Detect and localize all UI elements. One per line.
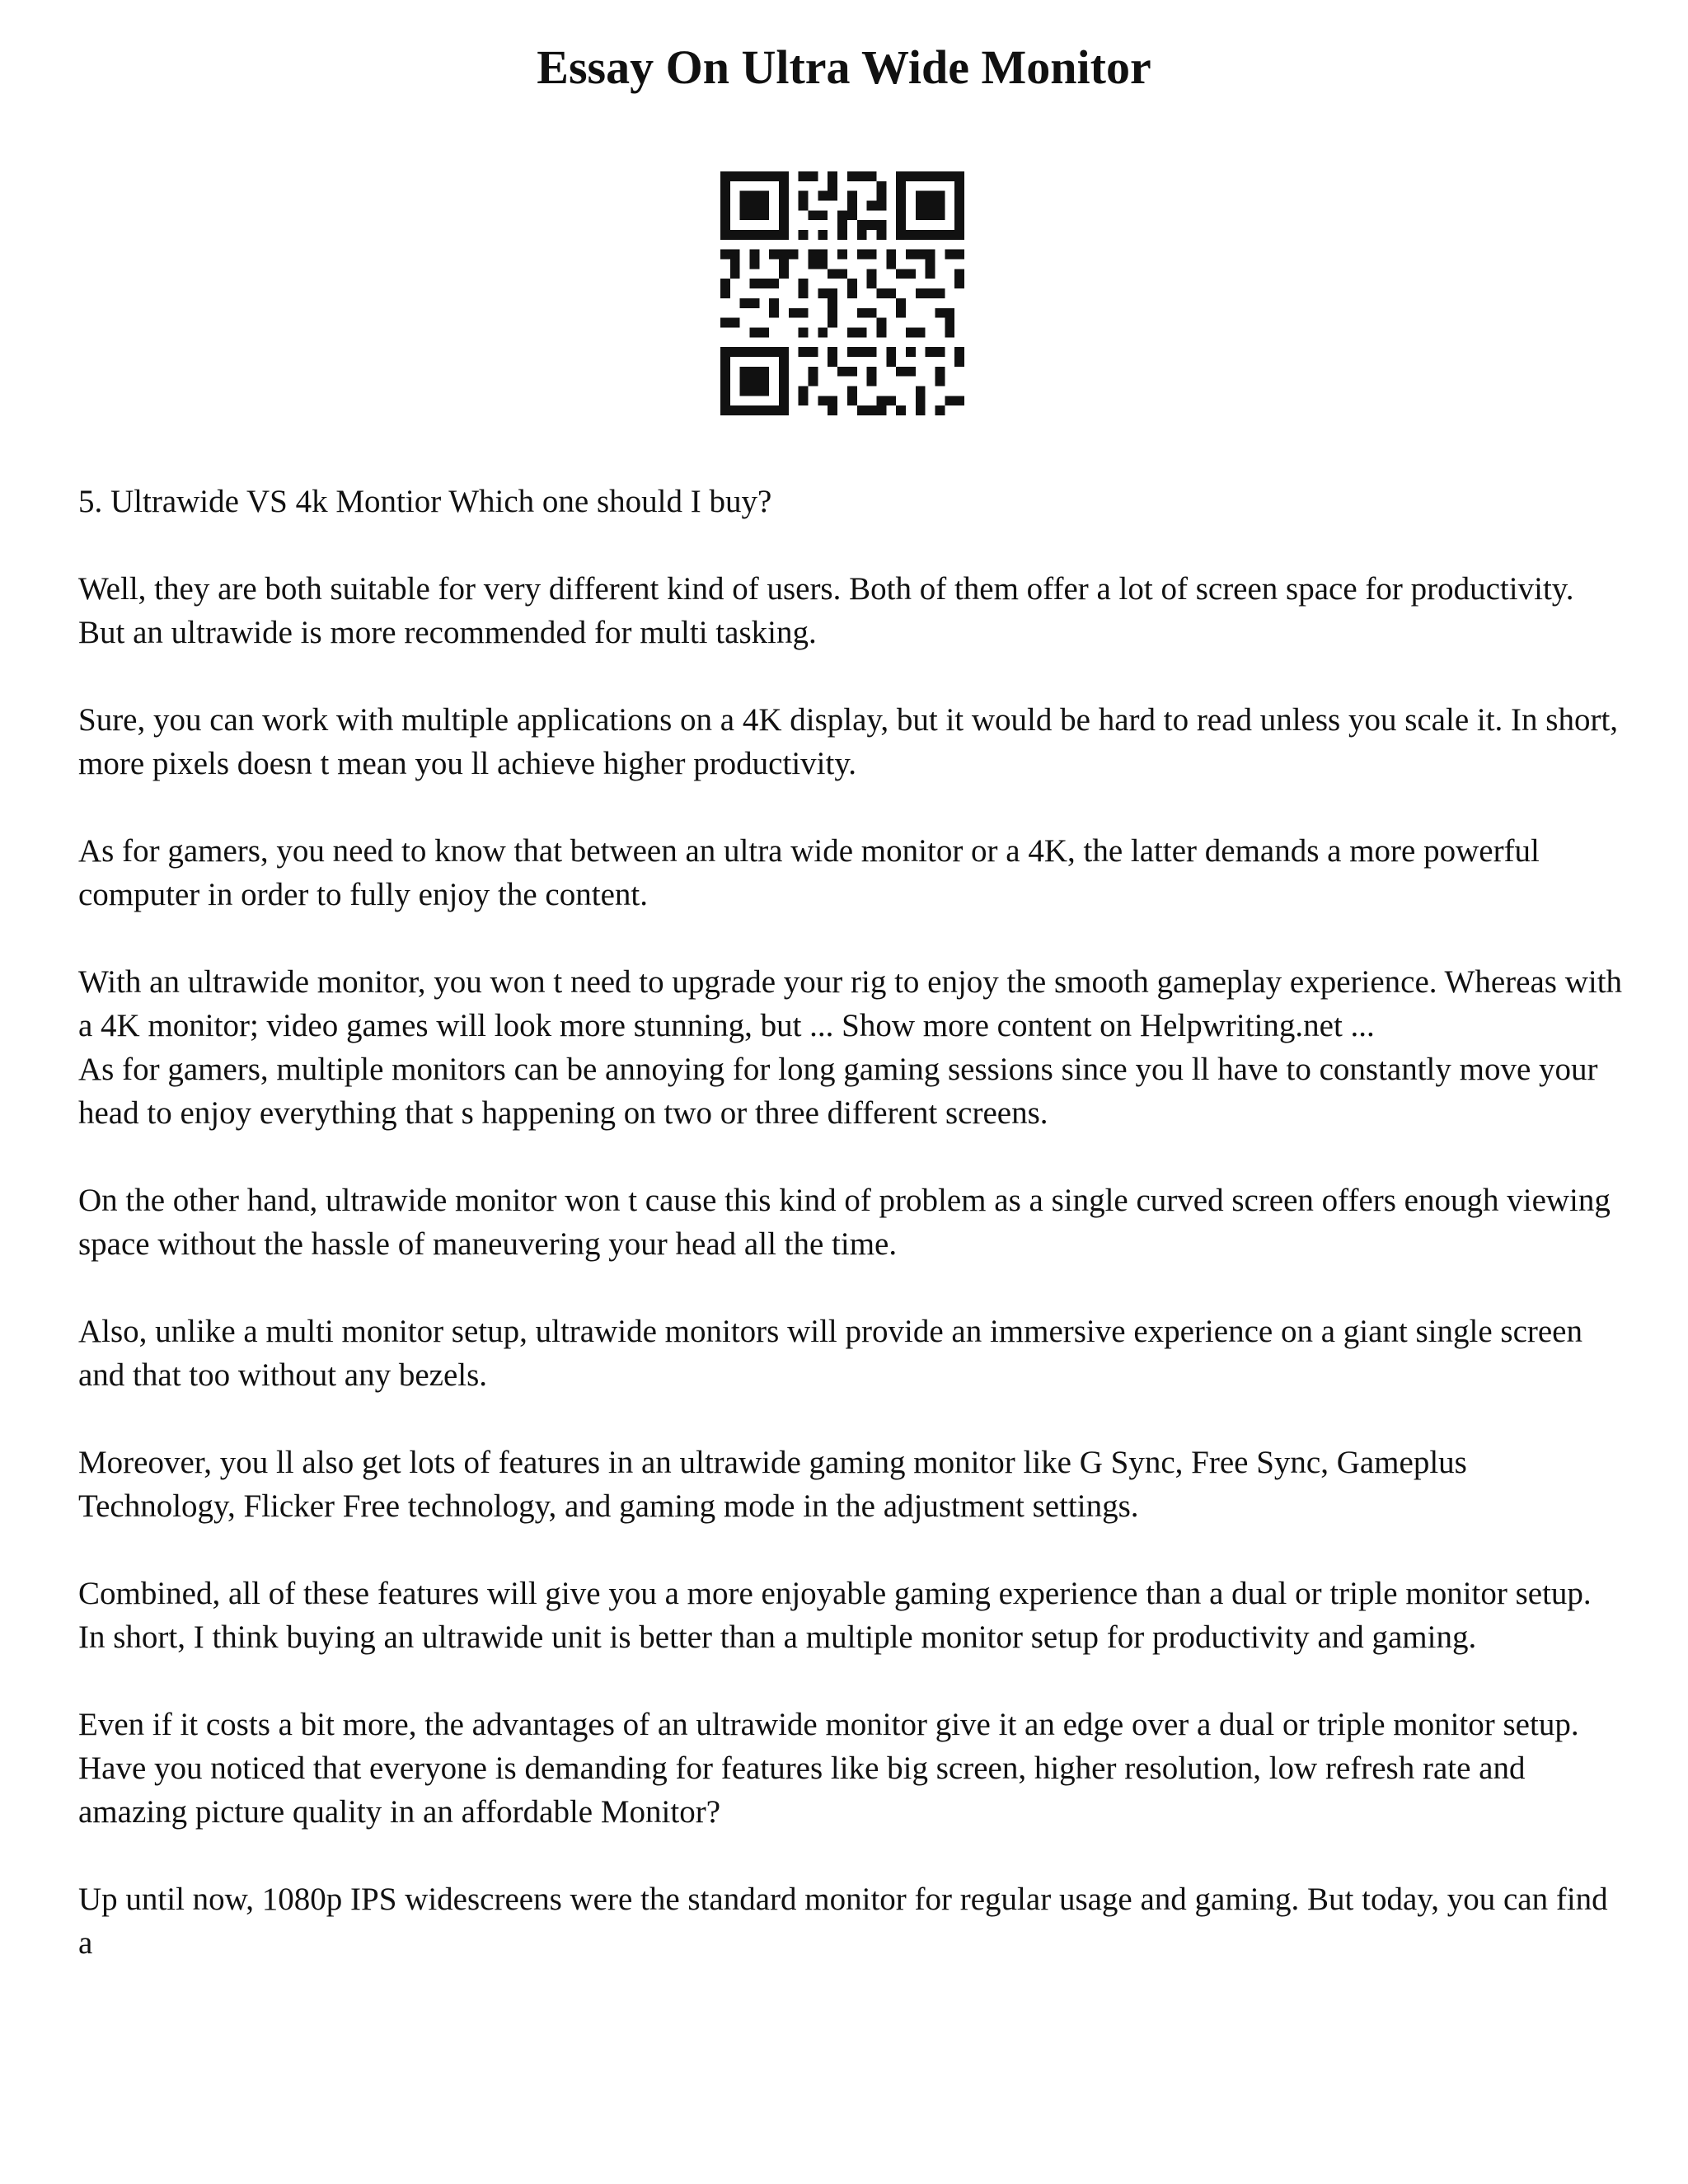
paragraph-3: Sure, you can work with multiple applications on a 4K display, but it would be hard to read unless you scale it. In short, more pixels doesn t mean you ll achieve higher productivity. xyxy=(78,702,1619,781)
paragraph-11: In short, I think buying an ultrawide unit is better than a multiple monitor setup for productivity and gaming. xyxy=(78,1619,1477,1655)
paragraph-2: Well, they are both suitable for very different kind of users. Both of them offer a lot of screen space for productivity. But an ultrawide is more recommended for multi tasking. xyxy=(78,571,1574,650)
paragraph-9: Moreover, you ll also get lots of features in an ultrawide gaming monitor like G Sync, Free Sync, Gameplus Technology, Flicker Free technology, and gaming mode in the adjustment settings. xyxy=(78,1445,1467,1524)
paragraph-14: Up until now, 1080p IPS widescreens were the standard monitor for regular usage and gaming. But today, you can find a xyxy=(78,1882,1608,1961)
paragraph-12: Even if it costs a bit more, the advantages of an ultrawide monitor give it an edge over a dual or triple monitor setup. xyxy=(78,1707,1579,1742)
paragraph-7: On the other hand, ultrawide monitor won t cause this kind of problem as a single curved screen offers enough viewing space without the hassle of maneuvering your head all the time. xyxy=(78,1183,1611,1262)
essay-body xyxy=(78,480,1628,1965)
paragraph-8: Also, unlike a multi monitor setup, ultrawide monitors will provide an immersive experience on a giant single screen and that too without any bezels. xyxy=(78,1314,1582,1393)
paragraph-13: Have you noticed that everyone is demanding for features like big screen, higher resolution, low refresh rate and amazing picture quality in an affordable Monitor? xyxy=(78,1750,1526,1830)
paragraph-10: Combined, all of these features will give you a more enjoyable gaming experience than a dual or triple monitor setup. xyxy=(78,1576,1592,1611)
paragraph-6: As for gamers, multiple monitors can be annoying for long gaming sessions since you ll have to constantly move your head to enjoy everything that s happening on two or three different screens. xyxy=(78,1052,1598,1131)
paragraph-1: 5. Ultrawide VS 4k Montior Which one should I buy? xyxy=(78,484,772,519)
paragraph-5: With an ultrawide monitor, you won t need to upgrade your rig to enjoy the smooth gameplay experience. Whereas with a 4K monitor; video games will look more stunning, but ... Show more content on Helpwriting.net ... xyxy=(78,964,1623,1043)
qr-code-icon xyxy=(720,171,964,415)
page-title: Essay On Ultra Wide Monitor xyxy=(537,40,1151,94)
paragraph-4: As for gamers, you need to know that between an ultra wide monitor or a 4K, the latter demands a more powerful computer in order to fully enjoy the content. xyxy=(78,833,1540,912)
